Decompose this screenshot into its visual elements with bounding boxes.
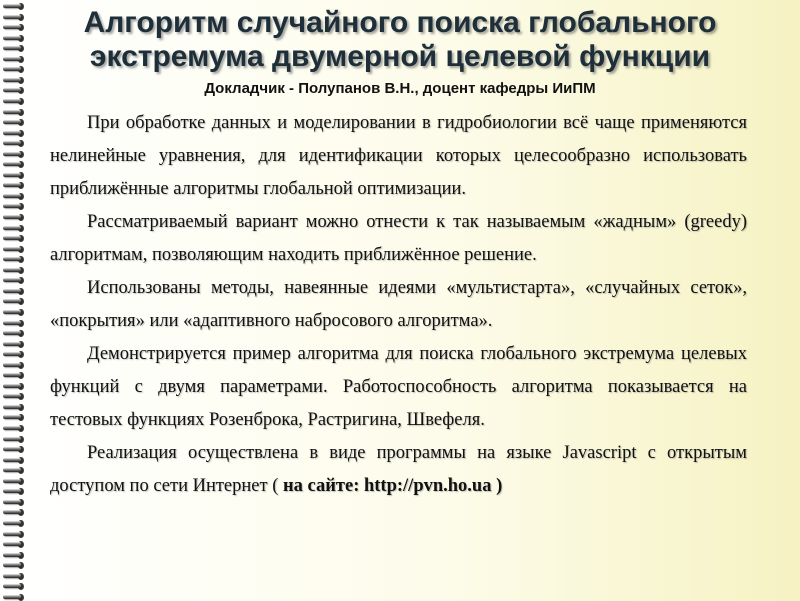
spiral-ring bbox=[3, 531, 23, 538]
paragraph-5 bbox=[50, 437, 747, 503]
slide-title bbox=[40, 6, 760, 74]
spiral-ring bbox=[3, 109, 23, 116]
spiral-ring bbox=[3, 87, 23, 94]
spiral-ring bbox=[3, 330, 23, 337]
spiral-ring bbox=[3, 24, 23, 31]
spiral-ring bbox=[3, 56, 23, 63]
spiral-ring bbox=[3, 341, 23, 348]
spiral-ring bbox=[3, 14, 23, 21]
spiral-ring bbox=[3, 552, 23, 559]
spiral-ring bbox=[3, 151, 23, 158]
spiral-ring bbox=[3, 520, 23, 527]
paragraph-4: Демонстрируется пример алгоритма для поиска глобального экстремума целевых функций с двумя параметрами. Работоспособность алгоритма показывается на тестовых функциях Розенброка, Растригина, Швефеля. bbox=[50, 344, 747, 430]
spiral-ring bbox=[3, 467, 23, 474]
spiral-ring bbox=[3, 393, 23, 400]
spiral-ring bbox=[3, 214, 23, 221]
spiral-ring bbox=[3, 351, 23, 358]
title-line-2: экстремума двумерной целевой функции bbox=[89, 40, 711, 73]
spiral-ring bbox=[3, 98, 23, 105]
spiral-ring bbox=[3, 509, 23, 516]
spiral-ring bbox=[3, 288, 23, 295]
website-link-text: на сайте: http://pvn.ho.ua ) bbox=[278, 476, 503, 496]
spiral-ring bbox=[3, 130, 23, 137]
spiral-ring bbox=[3, 193, 23, 200]
spiral-ring bbox=[3, 562, 23, 569]
spiral-ring bbox=[3, 35, 23, 42]
spiral-ring bbox=[3, 246, 23, 253]
spiral-ring bbox=[3, 362, 23, 369]
spiral-ring bbox=[3, 499, 23, 506]
spiral-ring bbox=[3, 256, 23, 263]
paragraph-3: Использованы методы, навеянные идеями «мультистарта», «случайных сеток», «покрытия» или «адаптивного набросового алгоритма». bbox=[50, 278, 747, 331]
spiral-ring bbox=[3, 320, 23, 327]
paragraph-1: При обработке данных и моделировании в гидробиологии всё чаще применяются нелинейные уравнения, для идентификации которых целесообразно использовать приближённые алгоритмы глобальной оптимизации. bbox=[50, 113, 747, 199]
spiral-ring bbox=[3, 573, 23, 580]
spiral-ring bbox=[3, 267, 23, 274]
spiral-ring bbox=[3, 404, 23, 411]
spiral-ring bbox=[3, 457, 23, 464]
spiral-ring bbox=[3, 541, 23, 548]
paragraph-2: Рассматриваемый вариант можно отнести к так называемым «жадным» (greedy) алгоритмам, позволяющим находить приближённое решение. bbox=[50, 212, 747, 265]
spiral-ring bbox=[3, 446, 23, 453]
spiral-ring bbox=[3, 119, 23, 126]
spiral-ring bbox=[3, 182, 23, 189]
spiral-ring bbox=[3, 298, 23, 305]
spiral-ring bbox=[3, 436, 23, 443]
spiral-ring bbox=[3, 478, 23, 485]
spiral-binding bbox=[0, 0, 30, 600]
paragraph-5-text: Реализация осуществлена в виде программы на языке Javascript с открытым доступом по сети Интернет ( bbox=[50, 443, 747, 496]
spiral-ring bbox=[3, 235, 23, 242]
spiral-ring bbox=[3, 77, 23, 84]
spiral-ring bbox=[3, 203, 23, 210]
spiral-ring bbox=[3, 309, 23, 316]
spiral-ring bbox=[3, 3, 23, 10]
spiral-ring bbox=[3, 45, 23, 52]
spiral-ring bbox=[3, 172, 23, 179]
spiral-ring bbox=[3, 414, 23, 421]
spiral-ring bbox=[3, 277, 23, 284]
spiral-ring bbox=[3, 66, 23, 73]
spiral-ring bbox=[3, 161, 23, 168]
spiral-ring bbox=[3, 425, 23, 432]
slide-body bbox=[50, 107, 747, 503]
spiral-ring bbox=[3, 488, 23, 495]
presenter-subtitle: Докладчик - Полупанов В.Н., доцент кафедры ИиПМ bbox=[204, 80, 596, 97]
title-line-1: Алгоритм случайного поиска глобального bbox=[83, 6, 717, 39]
spiral-ring bbox=[3, 225, 23, 232]
spiral-ring bbox=[3, 372, 23, 379]
spiral-ring bbox=[3, 383, 23, 390]
spiral-ring bbox=[3, 140, 23, 147]
spiral-ring bbox=[3, 583, 23, 590]
